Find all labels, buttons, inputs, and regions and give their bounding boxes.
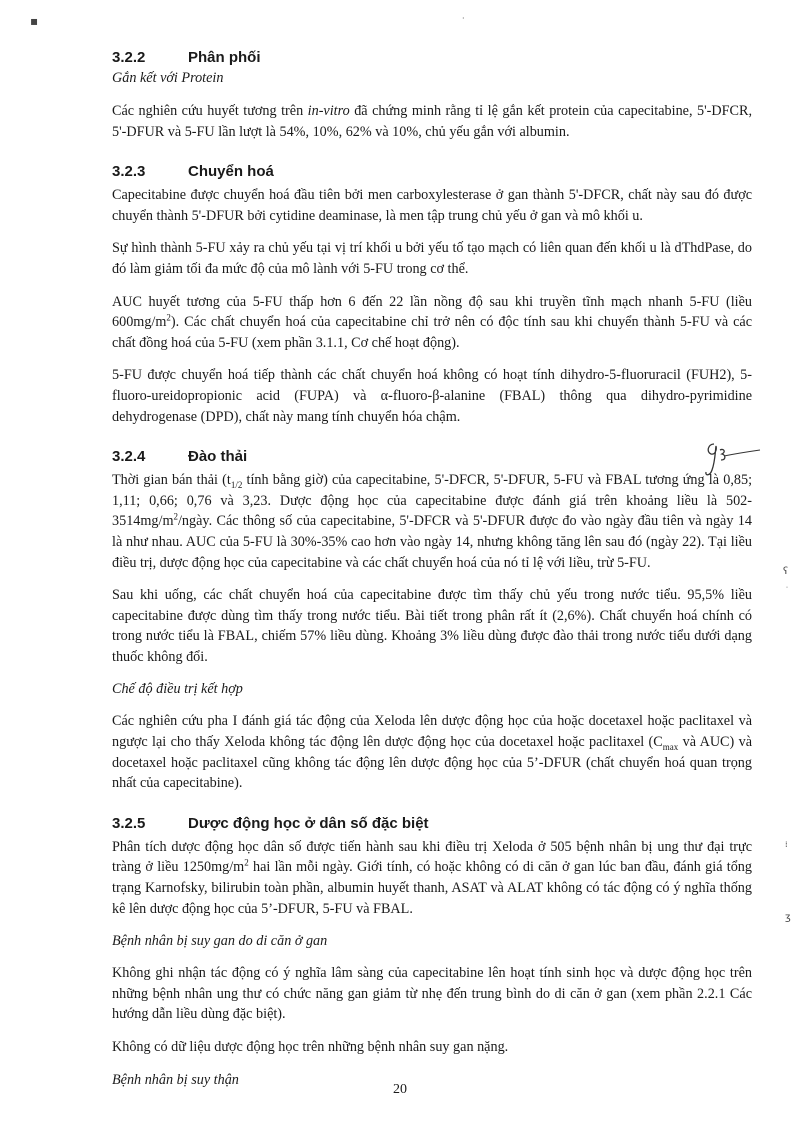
section-number: 3.2.4: [112, 448, 146, 466]
superscript: 2: [173, 511, 178, 522]
text: Các nghiên cứu pha I đánh giá tác động của Xeloda lên dược động học của hoặc docetaxel hoặc paclitaxel và ngược lại cho thấy Xeloda không tác động lên dược động học của docetaxel hoặc paclitaxel (C: [112, 713, 752, 751]
paragraph: Sự hình thành 5-FU xảy ra chủ yếu tại vị trí khối u bởi yếu tố tạo mạch có liên quan đến khối u là dThdPase, do đó làm giảm tối đa mức độ của mô lành với 5-FU trong cơ thể.: [112, 240, 752, 277]
paragraph: Không có dữ liệu dược động học trên những bệnh nhân suy gan nặng.: [112, 1039, 509, 1055]
section-number: 3.2.3: [112, 163, 146, 181]
subheading: Gắn kết với Protein: [112, 70, 224, 86]
section-title: Phân phối: [188, 49, 261, 66]
paragraph: [112, 711, 752, 793]
corner-dot: ▪: [30, 14, 39, 28]
paragraph: Sau khi uống, các chất chuyển hoá của capecitabine được tìm thấy chủ yếu trong nước tiểu. 95,5% liều capecitabine được dùng tìm thấy trong nước tiểu. Bài tiết trong phân rất ít (2,6%). Chất chuyển hoá chính có trong nước tiểu là FBAL, chiếm 57% liều dùng. Khoảng 3% liều dùng được đào thải trong nước tiểu dưới dạng thuốc không đổi.: [112, 587, 752, 665]
paragraph: [112, 470, 752, 573]
section-title: Dược động học ở dân số đặc biệt: [188, 814, 429, 832]
paragraph: [112, 837, 752, 919]
paragraph: [112, 292, 752, 354]
text: Phân tích dược động học dân số được tiến hành sau khi điều trị Xeloda ở 505 bệnh nhân bị ung thư đại trực tràng ở liều 1250mg/m: [112, 838, 752, 876]
document-page: [112, 48, 752, 1090]
margin-speck: ʕ: [783, 566, 789, 577]
text: đã chứng minh rằng tỉ lệ gắn kết protein của capecitabine, 5'-DFCR, 5'-DFUR và 5-FU lần lượt là 54%, 10%, 62% và 10%, chủ yếu gắn với albumin.: [112, 103, 752, 140]
subheading: Chế độ điều trị kết hợp: [112, 681, 243, 698]
section-heading-3-2-4: [112, 447, 752, 467]
italic-text: in-vitro: [307, 103, 350, 119]
subheading: Bệnh nhân bị suy gan do di căn ở gan: [112, 933, 328, 950]
text: hai lần mỗi ngày. Giới tính, có hoặc không có di căn ở gan lúc ban đầu, đánh giá tổng trạng Karnofsky, bilirubin toàn phần, albumin huyết thanh, ASAT và ALAT không có tác động có ý nghĩa thống kê lên dược động học của 5’-DFUR, 5-FU và FBAL.: [112, 859, 752, 917]
paragraph: Capecitabine được chuyển hoá đầu tiên bởi men carboxylesterase ở gan thành 5'-DFCR, chất này sau đó được chuyển thành 5'-DFUR bởi cytidine deaminase, là men tập trung chủ yếu ở gan và mô khối u.: [112, 187, 752, 224]
section-heading-3-2-5: [112, 814, 752, 834]
section-number: 3.2.5: [112, 814, 146, 832]
text: ). Các chất chuyển hoá của capecitabine chỉ trở nên có độc tính sau khi chuyển thành 5-FU và các chất đồng hoá của 5-FU (xem phần 3.1.1, Cơ chế hoạt động).: [112, 314, 752, 351]
section-title: Chuyển hoá: [188, 163, 274, 181]
margin-speck: ˙: [785, 586, 789, 595]
text: Các nghiên cứu huyết tương trên: [112, 103, 308, 119]
page-number: 20: [393, 1082, 407, 1097]
section-title: Đào thải: [188, 448, 248, 466]
superscript: 2: [244, 857, 249, 868]
superscript: 2: [166, 312, 171, 323]
text: Thời gian bán thải (t: [112, 472, 231, 489]
margin-speck: ʒ: [785, 912, 791, 923]
margin-speck: ⁞: [785, 840, 788, 849]
subheading: Bệnh nhân bị suy thận: [112, 1071, 239, 1088]
section-heading-3-2-2: [112, 48, 752, 68]
paragraph: 5-FU được chuyển hoá tiếp thành các chất chuyển hoá không có hoạt tính dihydro-5-fluoruracil (FUH2), 5-fluoro-ureidopropionic acid (FUPA) và α-fluoro-β-alanine (FBAL) thông qua dihydro-pyrimidine dehydrogenase (DPD), chất này mang tính chuyển hóa chậm.: [112, 367, 752, 425]
subscript: 1/2: [230, 479, 243, 490]
corner-dot: ·: [462, 14, 465, 23]
section-heading-3-2-3: [112, 162, 752, 182]
text: AUC huyết tương của 5-FU thấp hơn 6 đến 22 lần nồng độ sau khi truyền tĩnh mạch nhanh 5-FU (liều 600mg/m: [112, 293, 752, 331]
paragraph: Không ghi nhận tác động có ý nghĩa lâm sàng của capecitabine lên hoạt tính sinh học và dược động học trên những bệnh nhân ung thư có chức năng gan giảm từ nhẹ đến trung bình do di căn ở gan (xem phần 2.2.1 Các hướng dẫn liều dùng đặc biệt).: [112, 965, 752, 1023]
subscript: max: [662, 741, 679, 752]
text: /ngày. Các thông số của capecitabine, 5'-DFCR và 5'-DFUR được đo vào ngày đầu tiên và ngày 14 là như nhau. AUC của 5-FU là 30%-35% cao hơn vào ngày 14, nhưng không tăng lên sau đó (ngày 22). Tại liều điều trị, dược động học của capecitabine và các chất chuyển hoá của nó tỉ lệ với liều, trừ 5-FU.: [112, 513, 752, 571]
text: và AUC) và docetaxel hoặc paclitaxel cũng không tác động lên dược động học của 5’-DFUR (chất chuyển hoá quan trọng nhất của capecitabine).: [112, 734, 752, 792]
paragraph: [112, 101, 752, 142]
text: tính bằng giờ) của capecitabine, 5'-DFCR, 5'-DFUR, 5-FU và FBAL tương ứng là 0,85; 1,11; 0,66; 0,76 và 3,23. Dược động học của capecitabine được đánh giá trên khoảng liều là 502-3514mg/m: [112, 472, 753, 530]
section-number: 3.2.2: [112, 49, 146, 66]
